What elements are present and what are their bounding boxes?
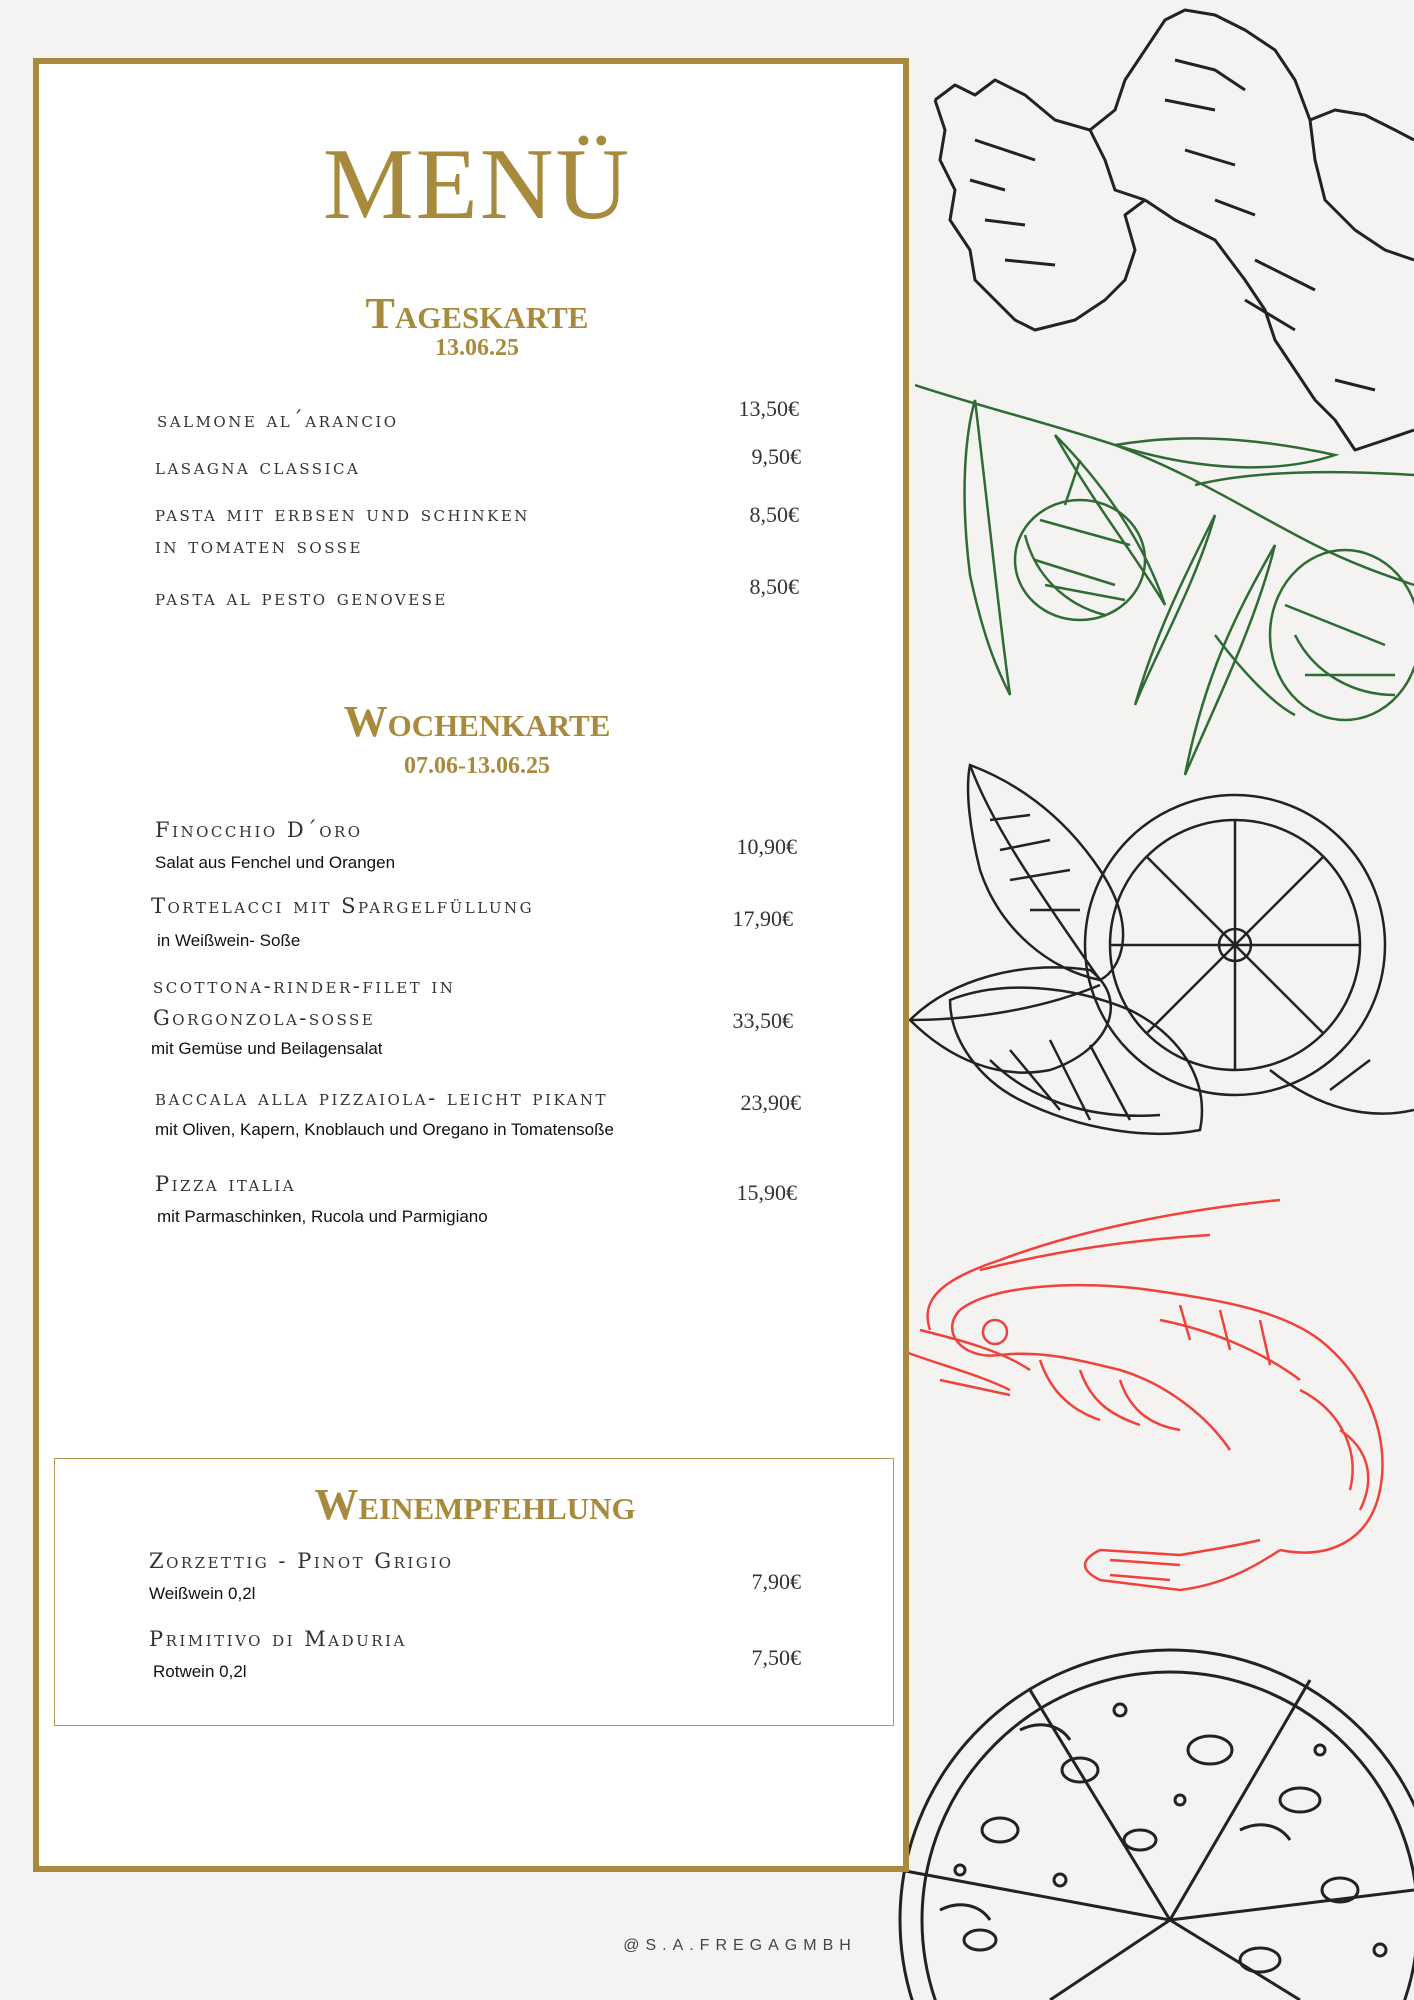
olive-branch-icon	[915, 375, 1414, 815]
item-name-line-2: Gorgonzola-sosse	[153, 1006, 376, 1030]
tageskarte-title: Tageskarte	[365, 289, 589, 338]
wochenkarte-title: Wochenkarte	[343, 697, 611, 746]
item-name: lasagna classica	[155, 455, 361, 479]
shrimp-icon	[880, 1190, 1414, 1610]
item-description: Weißwein 0,2l	[149, 1584, 256, 1603]
weinempfehlung-section	[54, 1458, 894, 1726]
item-description: mit Gemüse und Beilagensalat	[151, 1039, 383, 1058]
item-price: 17,90€	[732, 906, 793, 931]
item-name-line-1: scottona-rinder-filet in	[153, 974, 456, 998]
item-price: 23,90€	[740, 1090, 801, 1115]
item-name: Primitivo di Maduria	[149, 1627, 407, 1651]
pizza-icon	[880, 1630, 1414, 2000]
social-handle: @S.A.FREGAGMBH	[623, 1937, 857, 1954]
item-description: in Weißwein- Soße	[157, 931, 301, 950]
item-name: Pizza italia	[155, 1172, 297, 1196]
item-price: 8,50€	[749, 574, 799, 599]
menu-title: MENÜ	[322, 128, 632, 241]
item-description: mit Oliven, Kapern, Knoblauch und Oregano in Tomatensoße	[155, 1120, 614, 1139]
item-name: Finocchio D´oro	[155, 818, 363, 842]
lemon-basil-icon	[890, 760, 1414, 1180]
weinempfehlung-title: Weinempfehlung	[314, 1480, 636, 1529]
item-price: 15,90€	[736, 1180, 797, 1205]
item-description: Salat aus Fenchel und Orangen	[155, 853, 396, 872]
item-description: mit Parmaschinken, Rucola und Parmigiano	[157, 1207, 488, 1226]
item-price: 7,90€	[751, 1569, 801, 1594]
item-name-line-1: pasta mit erbsen und schinken	[155, 502, 530, 526]
item-description: Rotwein 0,2l	[153, 1662, 247, 1681]
wochenkarte-date: 07.06-13.06.25	[404, 753, 550, 779]
item-name: salmone al´arancio	[157, 408, 399, 432]
item-price: 10,90€	[736, 834, 797, 859]
item-name-line-2: in tomaten sosse	[155, 534, 363, 558]
item-price: 13,50€	[738, 396, 799, 421]
item-price: 33,50€	[732, 1008, 793, 1033]
item-name: baccala alla pizzaiola- leicht pikant	[155, 1086, 609, 1110]
item-name: pasta al pesto genovese	[155, 586, 448, 610]
item-name: Zorzettig - Pinot Grigio	[149, 1549, 454, 1573]
item-price: 9,50€	[751, 444, 801, 469]
item-price: 7,50€	[751, 1645, 801, 1670]
tageskarte-date: 13.06.25	[435, 335, 519, 361]
item-price: 8,50€	[749, 502, 799, 527]
item-name: Tortelacci mit Spargelfüllung	[151, 894, 535, 918]
